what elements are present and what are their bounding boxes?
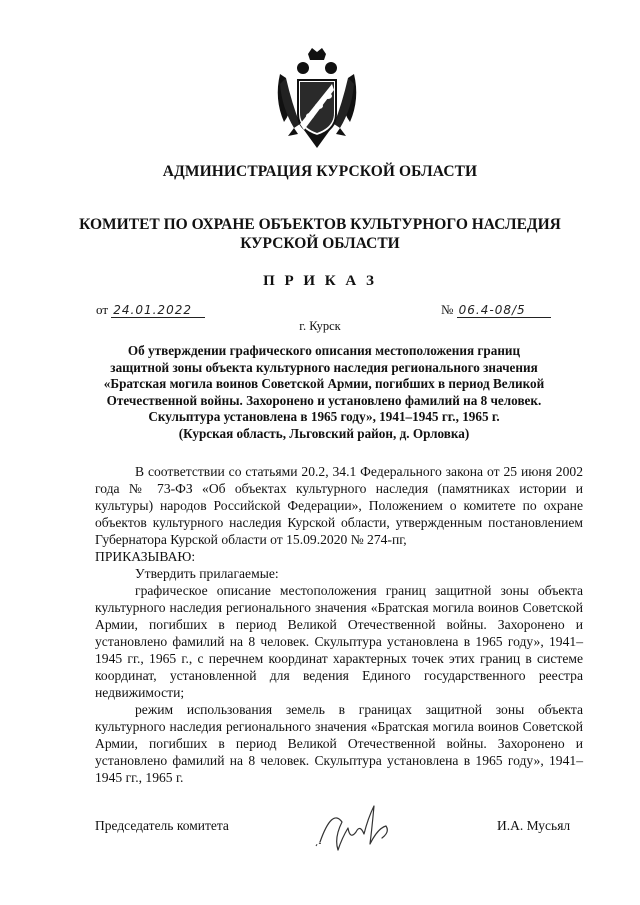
item-paragraph-2: режим использования земель в границах защитной зоны объекта культурного наследия регионального значения «Братская могила воинов Советской Армии, погибших в период Великой Отечественной войны. Захоронено и установлено фамилий на 8 человек. Скульптура установлена в 1965 году», 1941–1945 гг., 1965 г. xyxy=(95,702,583,785)
signer-name: И.А. Мусьял xyxy=(497,818,571,833)
order-body xyxy=(95,463,583,786)
handwritten-signature xyxy=(312,798,396,858)
administration-name: АДМИНИСТРАЦИЯ КУРСКОЙ ОБЛАСТИ xyxy=(162,163,478,180)
document-type: П Р И К А З xyxy=(263,273,377,289)
order-number xyxy=(441,302,551,318)
coat-of-arms-icon xyxy=(270,44,364,154)
committee-name xyxy=(0,215,640,253)
title-line: Об утверждении графического описания местоположения границ xyxy=(127,343,521,358)
committee-name-line1: КОМИТЕТ ПО ОХРАНЕ ОБЪЕКТОВ КУЛЬТУРНОГО НАСЛЕДИЯ xyxy=(79,216,561,233)
date-prefix: от xyxy=(96,302,109,317)
item-paragraph-1: графическое описание местоположения границ защитной зоны объекта культурного наследия регионального значения «Братская могила воинов Советской Армии, погибших в период Великой Отечественной войны. Захоронено и установлено фамилий на 8 человек. Скульптура установлена в 1965 году», 1941–1945 гг., 1965 г., с перечнем координат характерных точек этих границ в системе координат, установленной для ведения Единого государственного реестра недвижимости; xyxy=(95,583,583,700)
signer-position: Председатель комитета xyxy=(95,818,229,833)
order-date xyxy=(96,302,205,318)
title-line: Скульптура установлена в 1965 году», 1941–1945 гг., 1965 г. xyxy=(148,409,500,425)
title-line: защитной зоны объекта культурного наследия регионального значения xyxy=(110,359,538,375)
title-line: (Курская область, Льговский район, д. Орловка) xyxy=(178,425,470,441)
committee-name-line2: КУРСКОЙ ОБЛАСТИ xyxy=(240,235,400,252)
order-word: ПРИКАЗЫВАЮ: xyxy=(95,549,196,564)
title-line: Отечественной войны. Захоронено и установлено фамилий на 8 человек. xyxy=(106,392,542,408)
order-title xyxy=(94,343,554,443)
number-handwritten: 06.4-08/5 xyxy=(457,303,551,318)
number-prefix: № xyxy=(441,302,454,317)
city: г. Курск xyxy=(299,319,341,333)
date-handwritten: 24.01.2022 xyxy=(111,303,205,318)
preamble-paragraph: В соответствии со статьями 20.2, 34.1 Федерального закона от 25 июня 2002 года № 73-ФЗ «Об объектах культурного наследия (памятниках истории и культуры) народов Российской Федерации», Положением о комитете по охране объектов культурного наследия Курской области, утвержденным постановлением Губернатора Курской области от 15.09.2020 № 274-пг, xyxy=(95,464,583,547)
approve-paragraph: Утвердить прилагаемые: xyxy=(135,566,279,581)
title-line: «Братская могила воинов Советской Армии, погибших в период Великой xyxy=(103,376,545,392)
